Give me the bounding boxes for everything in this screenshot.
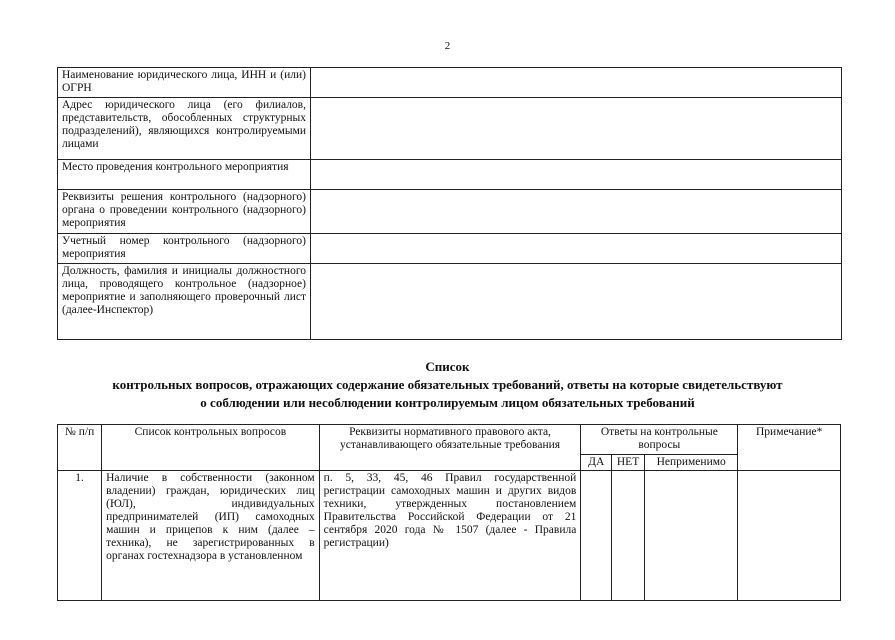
header-answer-no: НЕТ <box>612 455 645 471</box>
checklist-heading <box>30 358 865 412</box>
header-answer-yes: ДА <box>581 455 612 471</box>
header-num: № п/п <box>58 425 102 471</box>
info-row-record-number <box>58 234 842 264</box>
info-label-address: Адрес юридического лица (его филиалов, представительств, обособленных структурных подразделений), являющихся контролируемыми лицами <box>58 98 311 160</box>
heading-title: Список <box>425 359 470 374</box>
info-label-decision: Реквизиты решения контрольного (надзорного) органа о проведении контрольного (надзорного) мероприятия <box>58 190 311 234</box>
heading-line-2: контрольных вопросов, отражающих содержание обязательных требований, ответы на которые свидетельствуют <box>112 377 783 392</box>
header-question: Список контрольных вопросов <box>102 425 320 471</box>
row-num: 1. <box>58 471 102 601</box>
row-reference: п. 5, 33, 45, 46 Правил государственной регистрации самоходных машин и других видов техники, утвержденных постановлением Правительства Российской Федерации от 21 сентября 2020 года № 1507 (далее - Правила регистрации) <box>319 471 581 601</box>
row-question: Наличие в собственности (законном владении) граждан, юридических лиц (ЮЛ), индивидуальных предпринимателей (ИП) самоходных машин и прицепов к ним (далее – техника), не зарегистрированных в органах гостехнадзора в установленном <box>102 471 320 601</box>
page-number: 2 <box>444 40 451 52</box>
info-row-location <box>58 160 842 190</box>
info-label-record-number: Учетный номер контрольного (надзорного) мероприятия <box>58 234 311 264</box>
header-answer-na: Неприменимо <box>644 455 737 471</box>
info-value-location[interactable] <box>311 160 842 190</box>
info-label-inspector: Должность, фамилия и инициалы должностного лица, проводящего контрольное (надзорное) мероприятие и заполняющего проверочный лист (далее-Инспектор) <box>58 264 311 340</box>
info-value-address[interactable] <box>311 98 842 160</box>
row-answer-na[interactable] <box>644 471 737 601</box>
info-value-legal-entity[interactable] <box>311 68 842 98</box>
table-row <box>58 471 841 601</box>
table-header-row <box>58 425 841 455</box>
controlled-entity-info-table <box>57 67 842 340</box>
info-label-location: Место проведения контрольного мероприятия <box>58 160 311 190</box>
heading-line-3: о соблюдении или несоблюдении контролируемым лицом обязательных требований <box>200 395 695 410</box>
header-note: Примечание* <box>738 425 841 471</box>
info-label-legal-entity: Наименование юридического лица, ИНН и (или) ОГРН <box>58 68 311 98</box>
row-answer-yes[interactable] <box>581 471 612 601</box>
header-reference: Реквизиты нормативного правового акта, устанавливающего обязательные требования <box>319 425 581 471</box>
info-value-decision[interactable] <box>311 190 842 234</box>
info-row-address <box>58 98 842 160</box>
header-answers: Ответы на контрольные вопросы <box>581 425 738 455</box>
info-value-inspector[interactable] <box>311 264 842 340</box>
control-questions-table <box>57 424 841 601</box>
info-row-legal-entity <box>58 68 842 98</box>
row-note[interactable] <box>738 471 841 601</box>
row-answer-no[interactable] <box>612 471 645 601</box>
info-row-inspector <box>58 264 842 340</box>
info-value-record-number[interactable] <box>311 234 842 264</box>
info-row-decision <box>58 190 842 234</box>
